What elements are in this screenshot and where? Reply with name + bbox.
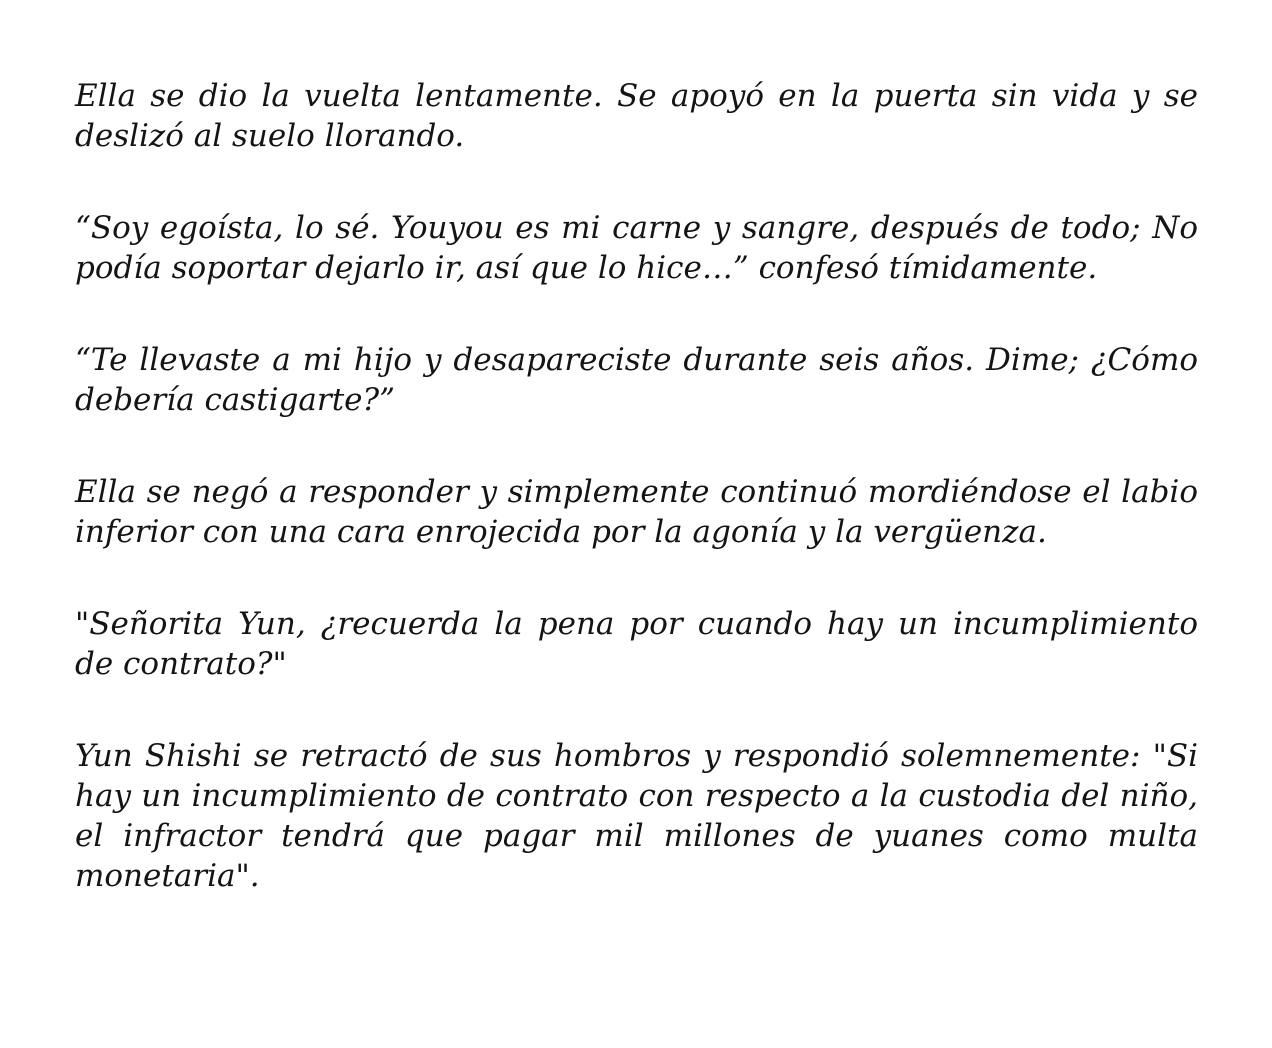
paragraph-4: Ella se negó a responder y simplemente continuó mordiéndose el labio inferior con una cara enrojecida por la agonía y la vergüenza. — [75, 474, 1198, 550]
paragraph-3: “Te llevaste a mi hijo y desapareciste durante seis años. Dime; ¿Cómo debería castigarte?” — [75, 342, 1198, 418]
paragraph-5: "Señorita Yun, ¿recuerda la pena por cuando hay un incumplimiento de contrato?" — [75, 606, 1198, 682]
document-page — [75, 76, 1198, 896]
paragraph-1: Ella se dio la vuelta lentamente. Se apoyó en la puerta sin vida y se deslizó al suelo llorando. — [75, 78, 1198, 154]
paragraph-2: “Soy egoísta, lo sé. Youyou es mi carne y sangre, después de todo; No podía soportar dejarlo ir, así que lo hice…” confesó tímidamente. — [75, 210, 1198, 286]
paragraph-6: Yun Shishi se retractó de sus hombros y respondió solemnemente: "Si hay un incumplimiento de contrato con respecto a la custodia del niño, el infractor tendrá que pagar mil millones de yuanes como multa monetaria". — [75, 738, 1198, 894]
